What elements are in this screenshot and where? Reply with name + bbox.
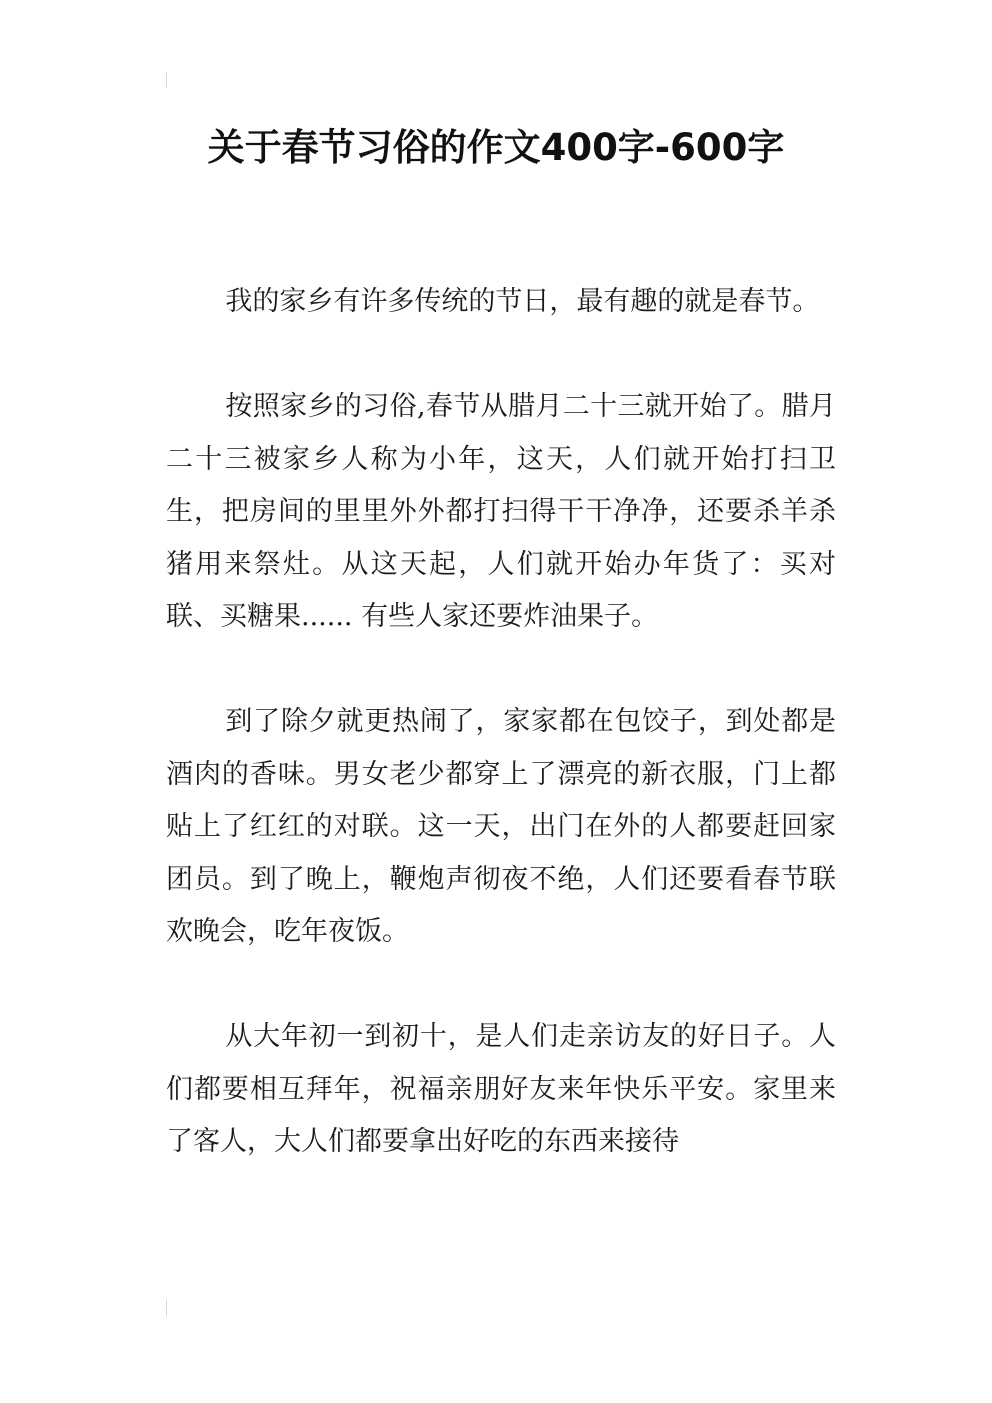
paragraph-4: 从大年初一到初十，是人们走亲访友的好日子。人们都要相互拜年，祝福亲朋好友来年快乐平安。家里来了客人，大人们都要拿出好吃的东西来接待 <box>166 1021 836 1157</box>
document-body <box>166 276 836 1221</box>
page-corner-mark-bottom <box>166 1300 167 1316</box>
paragraph-2: 按照家乡的习俗,春节从腊月二十三就开始了。腊月二十三被家乡人称为小年，这天，人们就开始打扫卫生，把房间的里里外外都打扫得干干净净，还要杀羊杀猪用来祭灶。从这天起，人们就开始办年货了：买对联、买糖果...... 有些人家还要炸油果子。 <box>166 391 836 632</box>
paragraph-3: 到了除夕就更热闹了，家家都在包饺子，到处都是酒肉的香味。男女老少都穿上了漂亮的新衣服，门上都贴上了红红的对联。这一天，出门在外的人都要赶回家团员。到了晚上，鞭炮声彻夜不绝，人们还要看春节联欢晚会，吃年夜饭。 <box>166 706 836 947</box>
page-corner-mark-top <box>166 72 167 88</box>
paragraph-1: 我的家乡有许多传统的节日，最有趣的就是春节。 <box>225 286 820 317</box>
document-title: 关于春节习俗的作文400字-600字 <box>207 126 785 169</box>
